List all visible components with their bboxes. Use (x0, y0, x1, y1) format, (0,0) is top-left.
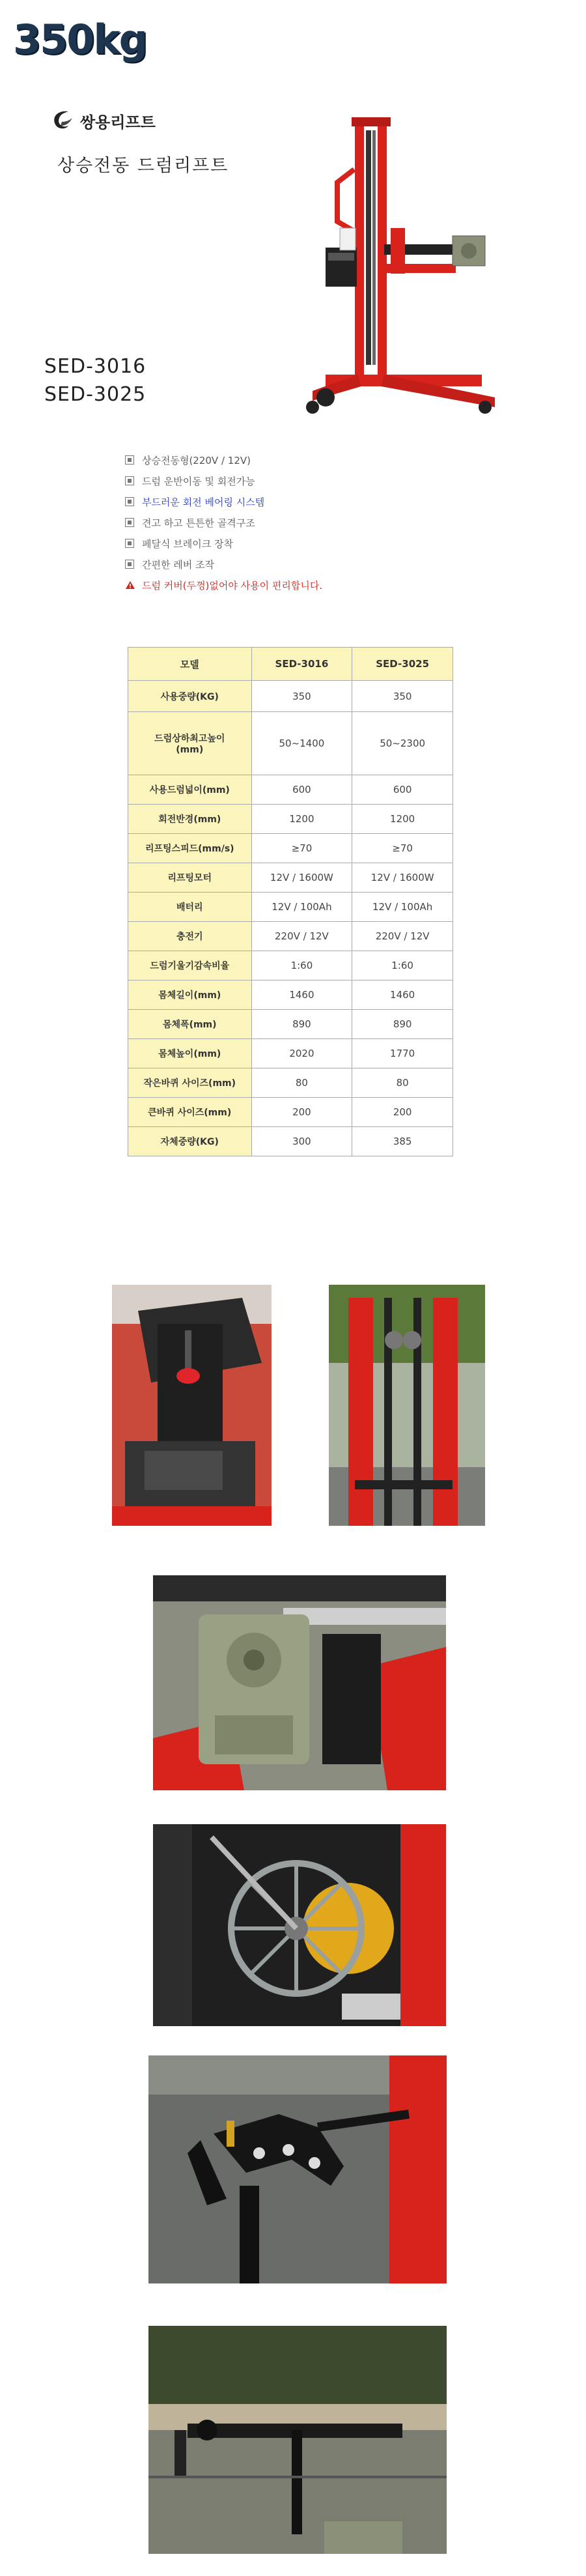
spec-value-cell: 1200 (352, 805, 453, 834)
spec-label-cell: 리프팅모터 (128, 863, 252, 893)
table-row (128, 775, 453, 805)
drum-clamp-photo (148, 2055, 447, 2283)
spec-label-cell: 사용중량(KG) (128, 681, 252, 712)
checkbox-bullet-icon (125, 560, 134, 569)
spec-label-cell: 사용드럼넓이(mm) (128, 775, 252, 805)
table-row (128, 805, 453, 834)
table-row (128, 951, 453, 980)
spec-label-cell: 큰바퀴 사이즈(mm) (128, 1098, 252, 1127)
spec-value-cell: 12V / 100Ah (251, 893, 352, 922)
feature-text: 부드러운 회전 베어링 시스템 (142, 496, 265, 508)
spec-label-cell: 몸체높이(mm) (128, 1039, 252, 1068)
table-header-row (128, 648, 453, 681)
mast-rollers-photo (329, 1285, 485, 1526)
control-lever-photo (112, 1285, 272, 1526)
spec-label-cell: 배터리 (128, 893, 252, 922)
feature-text: 간편한 레버 조작 (142, 558, 214, 571)
feature-item (125, 450, 516, 470)
spec-value-cell: 300 (251, 1127, 352, 1156)
table-header-cell: SED-3025 (352, 648, 453, 681)
table-row (128, 1098, 453, 1127)
spec-value-cell: 1:60 (352, 951, 453, 980)
spec-value-cell: 80 (352, 1068, 453, 1098)
drum-lift-product-image (286, 111, 508, 417)
spec-value-cell: 1770 (352, 1039, 453, 1068)
brand-logo (49, 104, 192, 137)
brand-name: 쌍용리프트 (80, 113, 156, 132)
feature-item (125, 554, 516, 575)
brand-swirl-icon (49, 107, 75, 134)
spec-label-cell: 드럼기울기감속비율 (128, 951, 252, 980)
model-name-1: SED-3016 (44, 355, 146, 378)
feature-item (125, 491, 516, 512)
checkbox-bullet-icon (125, 476, 134, 485)
spec-value-cell: 1460 (251, 980, 352, 1010)
feature-text: 상승전동형(220V / 12V) (142, 454, 251, 466)
checkbox-bullet-icon (125, 497, 134, 506)
feature-text: 드럼 운반이동 및 회전가능 (142, 475, 255, 487)
spec-label-cell: 몸체길이(mm) (128, 980, 252, 1010)
spec-value-cell: 220V / 12V (352, 922, 453, 951)
spec-value-cell: 200 (352, 1098, 453, 1127)
table-row (128, 834, 453, 863)
spec-value-cell: ≥70 (251, 834, 352, 863)
spec-value-cell: 200 (251, 1098, 352, 1127)
feature-item-warning (125, 575, 516, 595)
spec-value-cell: 890 (352, 1010, 453, 1039)
checkbox-bullet-icon (125, 539, 134, 548)
table-row (128, 863, 453, 893)
table-row (128, 681, 453, 712)
spec-value-cell: 50~2300 (352, 712, 453, 775)
feature-item (125, 533, 516, 554)
warning-triangle-icon (125, 580, 135, 590)
spec-label-cell: 충전기 (128, 922, 252, 951)
spec-value-cell: 12V / 100Ah (352, 893, 453, 922)
spec-value-cell: 2020 (251, 1039, 352, 1068)
spec-value-cell: 350 (352, 681, 453, 712)
table-header-cell: 모델 (128, 648, 252, 681)
spec-label-cell: 몸체폭(mm) (128, 1010, 252, 1039)
spec-value-cell: 12V / 1600W (352, 863, 453, 893)
spec-label-cell: 자체중량(KG) (128, 1127, 252, 1156)
spec-label-cell: 회전반경(mm) (128, 805, 252, 834)
spec-value-cell: 600 (251, 775, 352, 805)
table-row (128, 712, 453, 775)
table-row (128, 1068, 453, 1098)
spec-value-cell: 220V / 12V (251, 922, 352, 951)
table-row (128, 922, 453, 951)
spec-value-cell: 600 (352, 775, 453, 805)
table-row (128, 893, 453, 922)
feature-item (125, 512, 516, 533)
spec-value-cell: 1200 (251, 805, 352, 834)
spec-label-cell: 리프팅스피드(mm/s) (128, 834, 252, 863)
gearbox-photo (153, 1575, 446, 1790)
spec-value-cell: 12V / 1600W (251, 863, 352, 893)
feature-text: 드럼 커버(두껑)없어야 사용이 편리합니다. (142, 579, 323, 592)
spec-label-cell: 드럼상하최고높이 (mm) (128, 712, 252, 775)
spec-label-cell: 작은바퀴 사이즈(mm) (128, 1068, 252, 1098)
table-row (128, 1127, 453, 1156)
spec-value-cell: 350 (251, 681, 352, 712)
spec-value-cell: 50~1400 (251, 712, 352, 775)
spec-value-cell: 1:60 (251, 951, 352, 980)
feature-item (125, 470, 516, 491)
spec-value-cell: 1460 (352, 980, 453, 1010)
table-row (128, 1039, 453, 1068)
feature-text: 페달식 브레이크 장착 (142, 537, 233, 550)
capacity-title: 350kg (13, 16, 147, 63)
spec-value-cell: 80 (251, 1068, 352, 1098)
hand-wheel-photo (153, 1824, 446, 2026)
feature-text: 견고 하고 튼튼한 골격구조 (142, 517, 255, 529)
checkbox-bullet-icon (125, 518, 134, 527)
rotation-arm-photo (148, 2326, 447, 2554)
spec-value-cell: 890 (251, 1010, 352, 1039)
feature-list (125, 450, 516, 595)
checkbox-bullet-icon (125, 455, 134, 465)
table-row (128, 980, 453, 1010)
spec-value-cell: ≥70 (352, 834, 453, 863)
model-name-2: SED-3025 (44, 383, 146, 406)
spec-value-cell: 385 (352, 1127, 453, 1156)
table-row (128, 1010, 453, 1039)
table-header-cell: SED-3016 (251, 648, 352, 681)
spec-table (128, 647, 453, 1156)
product-subtitle: 상승전동 드럼리프트 (57, 156, 229, 176)
